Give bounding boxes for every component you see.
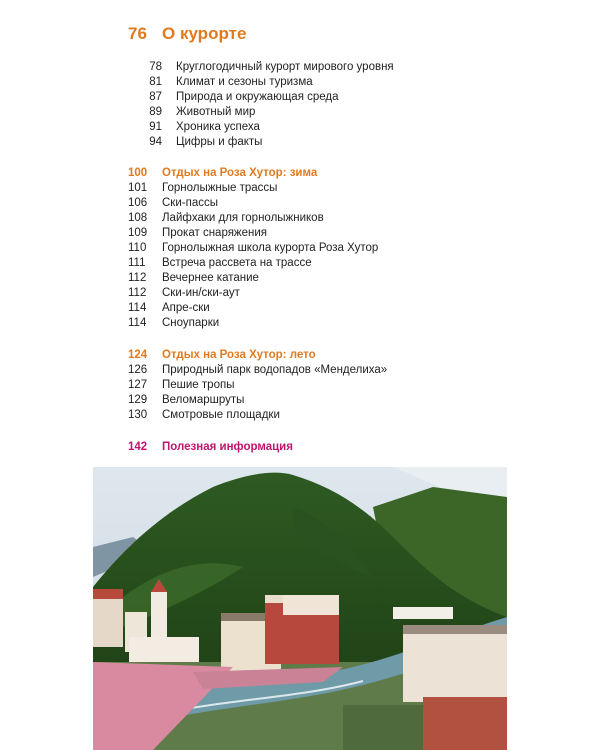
toc-entry[interactable]: [128, 196, 218, 211]
roof-foreground: [423, 697, 507, 750]
toc-title: Горнолыжные трассы: [162, 182, 278, 194]
toc-page-number: 114: [128, 302, 147, 314]
toc-entry[interactable]: [128, 271, 259, 286]
section-page-number: 124: [128, 349, 148, 361]
toc-title: Сноупарки: [162, 317, 220, 329]
hotel-top: [283, 595, 339, 615]
toc-title: Цифры и факты: [176, 136, 263, 148]
toc-entry[interactable]: [128, 256, 312, 271]
toc-page-number: 127: [128, 379, 148, 391]
toc-entry[interactable]: [128, 211, 324, 226]
toc-entry[interactable]: [128, 75, 313, 90]
building: [129, 637, 199, 662]
toc-page-number: 106: [128, 197, 148, 209]
toc-title: Апре-ски: [162, 302, 210, 314]
toc-title: Вечернее катание: [162, 272, 259, 284]
toc-page-number: 112: [128, 287, 147, 299]
toc-page-number: 87: [149, 91, 162, 103]
toc-entry[interactable]: [128, 226, 267, 241]
toc-entry[interactable]: [128, 241, 378, 256]
section-title: Полезная информация: [162, 441, 293, 453]
roof: [93, 589, 123, 599]
toc-title: Пешие тропы: [162, 379, 235, 391]
toc-entry[interactable]: [128, 286, 240, 301]
section-heading-summer[interactable]: [128, 348, 316, 363]
toc-entry[interactable]: [128, 363, 387, 378]
toc-title: Животный мир: [176, 106, 256, 118]
toc-page-number: 101: [128, 182, 148, 194]
roof: [403, 625, 507, 634]
building-right: [403, 632, 507, 702]
toc-title: Круглогодичный курорт мирового уровня: [176, 61, 394, 73]
toc-entry[interactable]: [128, 60, 394, 75]
toc-page-number: 130: [128, 409, 148, 421]
toc-entry[interactable]: [128, 378, 234, 393]
toc-page-number: 89: [149, 106, 162, 118]
toc-title: Ски-пассы: [162, 197, 218, 209]
resort-photo: [93, 467, 507, 750]
toc-page-number: 109: [128, 227, 148, 239]
section-page-number: 100: [128, 167, 148, 179]
chapter-heading[interactable]: [128, 24, 246, 44]
toc-page-number: 78: [149, 61, 162, 73]
toc-page-number: 91: [149, 121, 162, 133]
toc-page-number: 129: [128, 394, 148, 406]
bridge: [393, 607, 453, 619]
toc-entry[interactable]: [128, 301, 210, 316]
toc-page-number: 94: [149, 136, 162, 148]
toc-page-number: 126: [128, 364, 148, 376]
toc-page-number: 108: [128, 212, 148, 224]
toc-title: Ски-ин/ски-аут: [162, 287, 240, 299]
toc-entry[interactable]: [128, 408, 280, 423]
toc-title: Климат и сезоны туризма: [176, 76, 313, 88]
section-heading-winter[interactable]: [128, 166, 317, 181]
toc-page-number: 112: [128, 272, 147, 284]
toc-title: Встреча рассвета на трассе: [162, 257, 312, 269]
toc-title: Природа и окружающая среда: [176, 91, 339, 103]
chapter-title: О курорте: [162, 24, 247, 43]
toc-entry[interactable]: [128, 90, 339, 105]
section-heading-useful-info[interactable]: [128, 440, 293, 455]
toc-entry[interactable]: [128, 105, 255, 120]
building: [93, 597, 123, 647]
toc-entry[interactable]: [128, 181, 277, 196]
chapter-page-number: 76: [128, 24, 147, 43]
toc-page-number: 110: [128, 242, 147, 254]
section-page-number: 142: [128, 441, 148, 453]
toc-page-number: 114: [128, 317, 147, 329]
toc-title: Смотровые площадки: [162, 409, 280, 421]
toc-title: Горнолыжная школа курорта Роза Хутор: [162, 242, 379, 254]
section-title: Отдых на Роза Хутор: зима: [162, 167, 318, 179]
toc-entry[interactable]: [128, 120, 260, 135]
toc-title: Веломаршруты: [162, 394, 245, 406]
toc-page-number: 111: [128, 257, 146, 269]
toc-entry[interactable]: [128, 393, 244, 408]
toc-entry[interactable]: [128, 135, 262, 150]
toc-title: Лайфхаки для горнолыжников: [162, 212, 324, 224]
toc-entry[interactable]: [128, 316, 219, 331]
riverbank: [343, 705, 423, 750]
toc-title: Природный парк водопадов «Менделиха»: [162, 364, 388, 376]
toc-page-number: 81: [149, 76, 162, 88]
toc-title: Прокат снаряжения: [162, 227, 268, 239]
section-title: Отдых на Роза Хутор: лето: [162, 349, 316, 361]
toc-title: Хроника успеха: [176, 121, 260, 133]
